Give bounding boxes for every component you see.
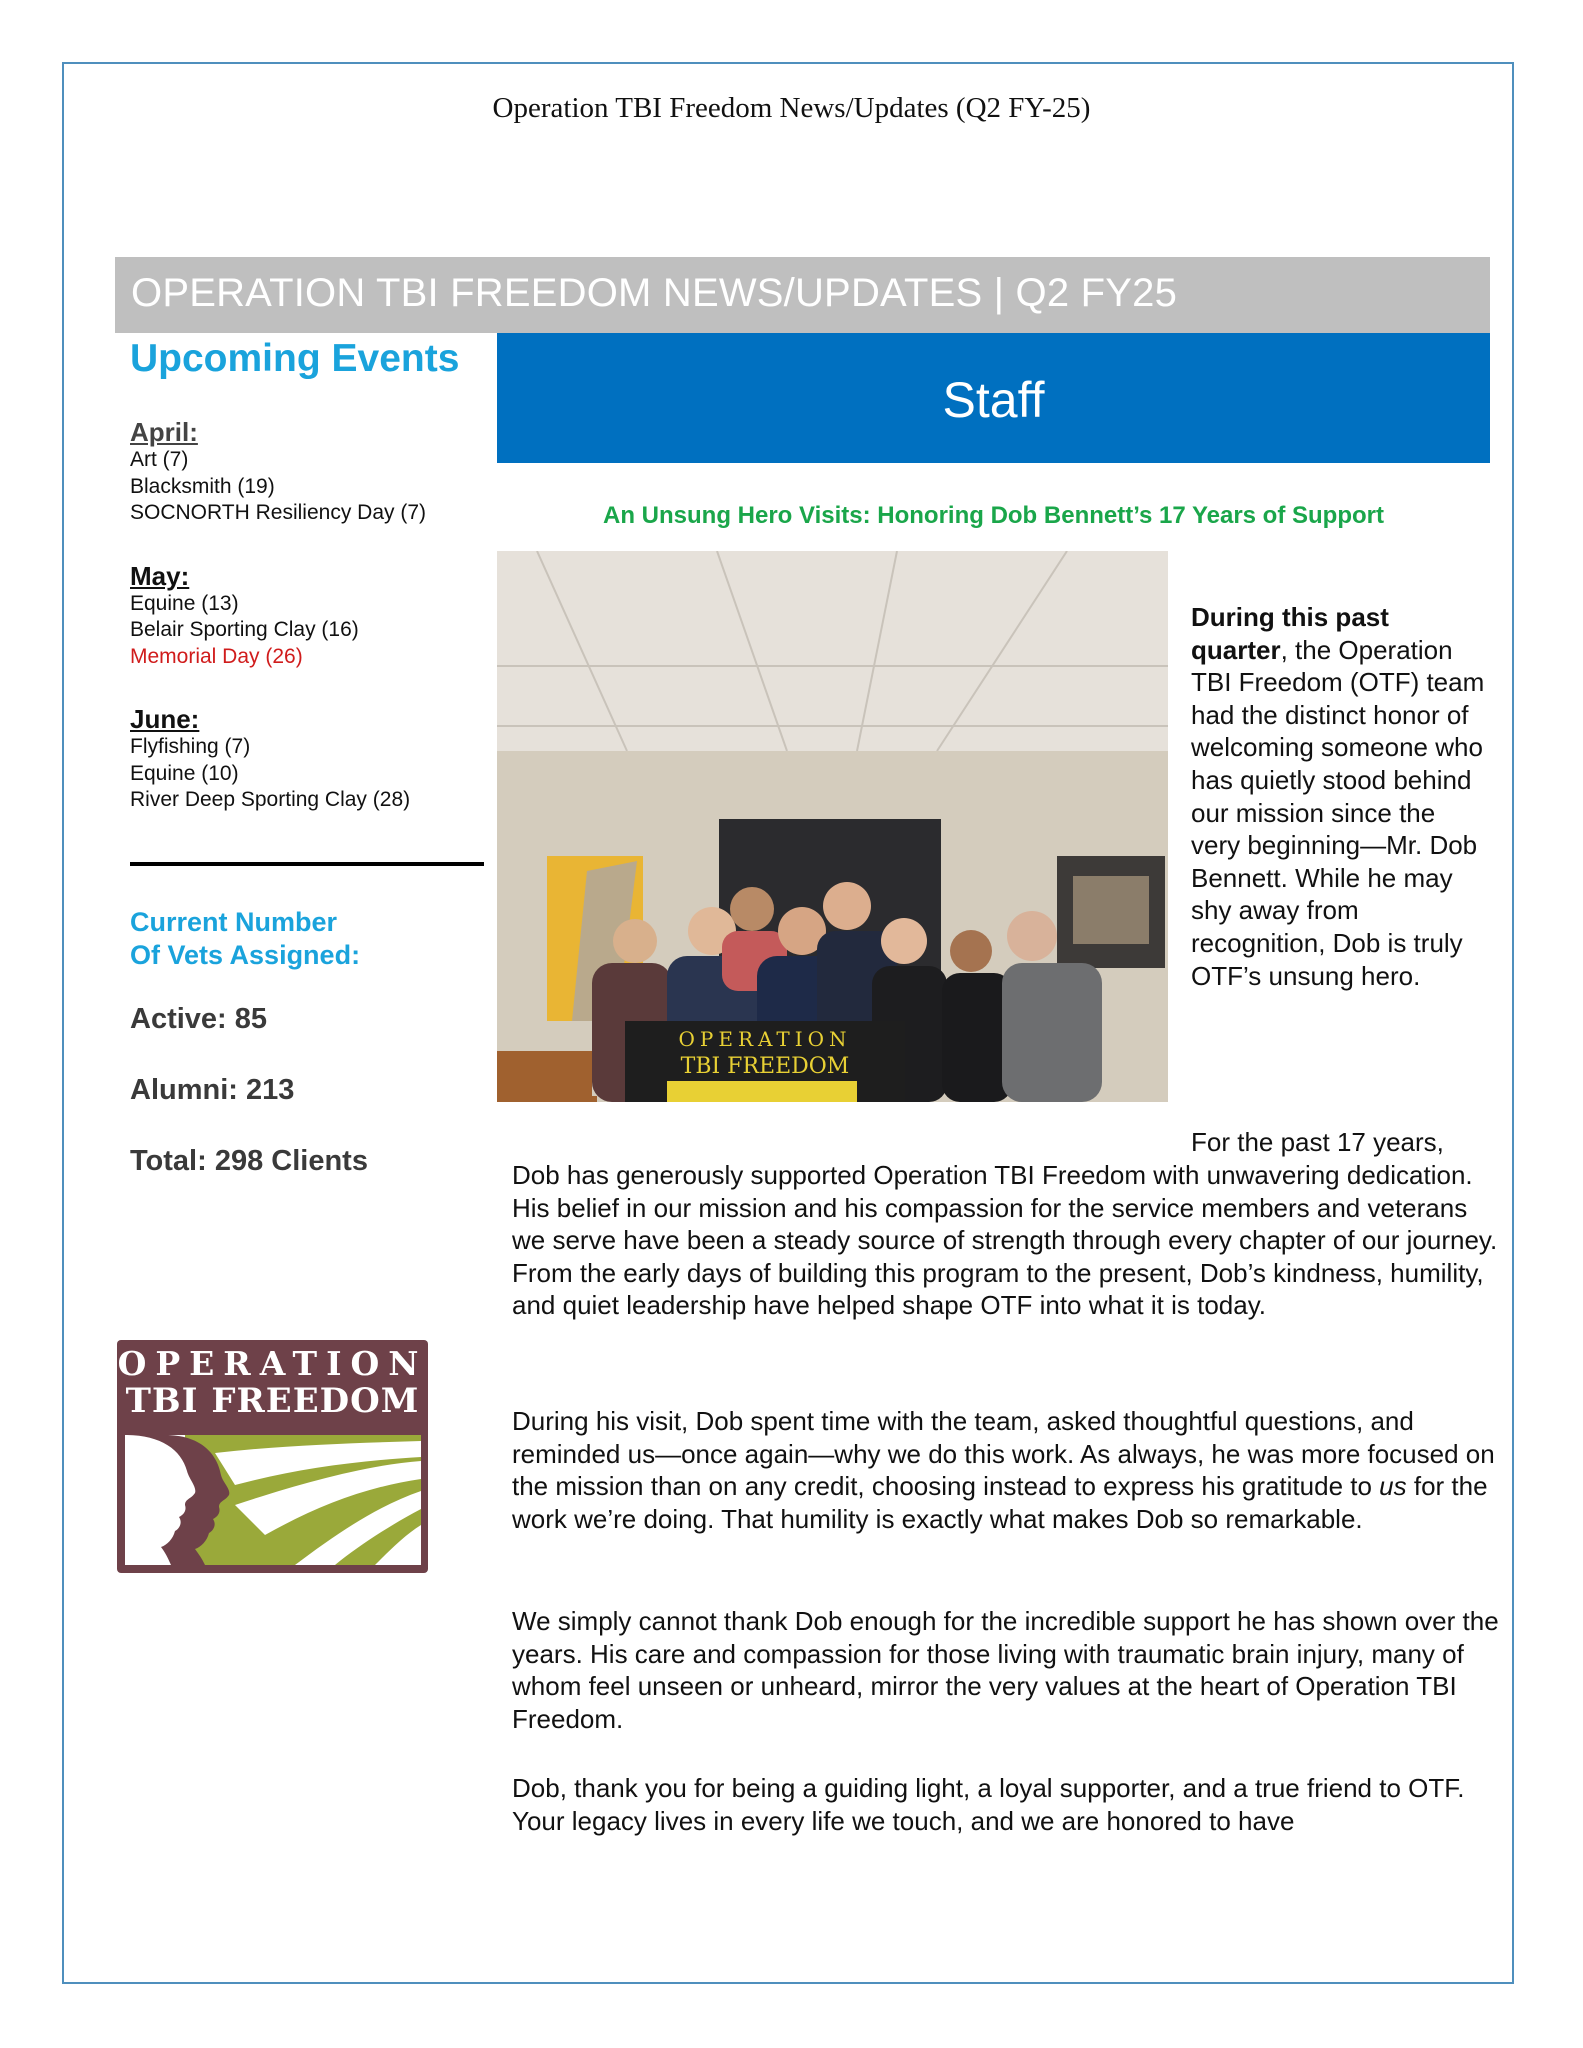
svg-text:OPERATION: OPERATION [678, 1027, 852, 1051]
paragraph-3-text: We simply cannot thank Dob enough for the incredible support he has shown over the years. His care and compassion for those living with traumatic brain injury, many of whom feel unseen or unheard, mirror the very values at the heart of Operation TBI Freedom. [512, 1606, 1499, 1734]
article-headline: An Unsung Hero Visits: Honoring Dob Bennett’s 17 Years of Support [603, 502, 1384, 529]
stat-alumni: Alumni: 213 [130, 1074, 295, 1106]
month-label: May: [130, 560, 190, 591]
event-item: Belair Sporting Clay (16) [130, 618, 359, 641]
banner-title: OPERATION TBI FREEDOM NEWS/UPDATES | Q2 FY25 [131, 271, 1178, 315]
paragraph-1 [512, 1159, 1502, 1322]
newsletter-banner [115, 257, 1490, 333]
paragraph-4 [512, 1772, 1502, 1837]
article-intro [1191, 601, 1491, 992]
paragraph-4-text: Dob, thank you for being a guiding light, a loyal supporter, and a true friend to OTF. Your legacy lives in every life we touch, and we are honored to have [512, 1773, 1465, 1836]
logo-text-line1: OPERATION [117, 1344, 428, 1383]
event-item: Art (7) [130, 448, 189, 471]
vets-assigned-heading [130, 906, 360, 972]
event-item: Equine (10) [130, 761, 239, 785]
event-item: Equine (13) [130, 591, 239, 615]
paragraph-2-text [512, 1405, 1502, 1535]
upcoming-events-sidebar [130, 335, 490, 814]
sidebar-divider [130, 862, 484, 866]
event-item-holiday: Memorial Day (26) [130, 644, 303, 668]
event-item: SOCNORTH Resiliency Day (7) [130, 501, 426, 524]
intro-bold: During this past quarter [1191, 602, 1389, 665]
month-label: April: [130, 417, 198, 447]
otf-logo [117, 1340, 428, 1573]
paragraph-1-lead: For the past 17 years, [1191, 1127, 1444, 1157]
p2-text-after: for the work we’re doing. That humility is exactly what makes Dob so remarkable. [512, 1471, 1488, 1534]
month-label: June: [130, 704, 200, 734]
p2-text-before: During his visit, Dob spent time with the team, asked thoughtful questions, and reminded us—once again—why we do this work. As always, he was more focused on the mission than on any credit, choosing instead to express his gratitude to [512, 1406, 1495, 1502]
stat-active: Active: 85 [130, 1003, 268, 1035]
paragraph-2 [512, 1405, 1502, 1535]
logo-silhouette-icon [125, 1435, 421, 1565]
logo-text-line2: TBI FREEDOM [125, 1381, 420, 1421]
stat-total: Total: 298 Clients [130, 1145, 368, 1177]
event-item: Flyfishing (7) [130, 735, 251, 758]
vets-heading-line2: Of Vets Assigned: [130, 940, 361, 970]
team-photo-image [497, 551, 1168, 1102]
paragraph-3 [512, 1605, 1502, 1735]
document-title: Operation TBI Freedom News/Updates (Q2 FY-25) [492, 92, 1091, 124]
team-photo [497, 551, 1168, 1102]
intro-text: , the Operation TBI Freedom (OTF) team had the distinct honor of welcoming someone who has quietly stood behind our mission since the very beginning—Mr. Dob Bennett. While he may shy away from recognition, Dob is truly OTF’s unsung hero. [1191, 634, 1485, 991]
section-title: Staff [942, 372, 1045, 428]
events-heading: Upcoming Events [130, 337, 460, 380]
month-may [130, 561, 490, 671]
paragraph-1-text: Dob has generously supported Operation TBI Freedom with unwavering dedication. His belief in our mission and his compassion for the service members and veterans we serve have been a steady source of strength through every chapter of our journey. From the early days of building this program to the present, Dob’s kindness, humility, and quiet leadership have helped shape OTF into what it is today. [512, 1160, 1498, 1321]
vets-heading-line1: Current Number [130, 907, 338, 937]
event-item: Blacksmith (19) [130, 474, 275, 498]
svg-text:TBI FREEDOM: TBI FREEDOM [680, 1054, 850, 1079]
section-header-staff [497, 333, 1490, 463]
event-item: River Deep Sporting Clay (28) [130, 788, 411, 811]
p2-emphasis: us [1379, 1471, 1407, 1502]
month-june [130, 704, 490, 814]
month-april [130, 417, 490, 527]
